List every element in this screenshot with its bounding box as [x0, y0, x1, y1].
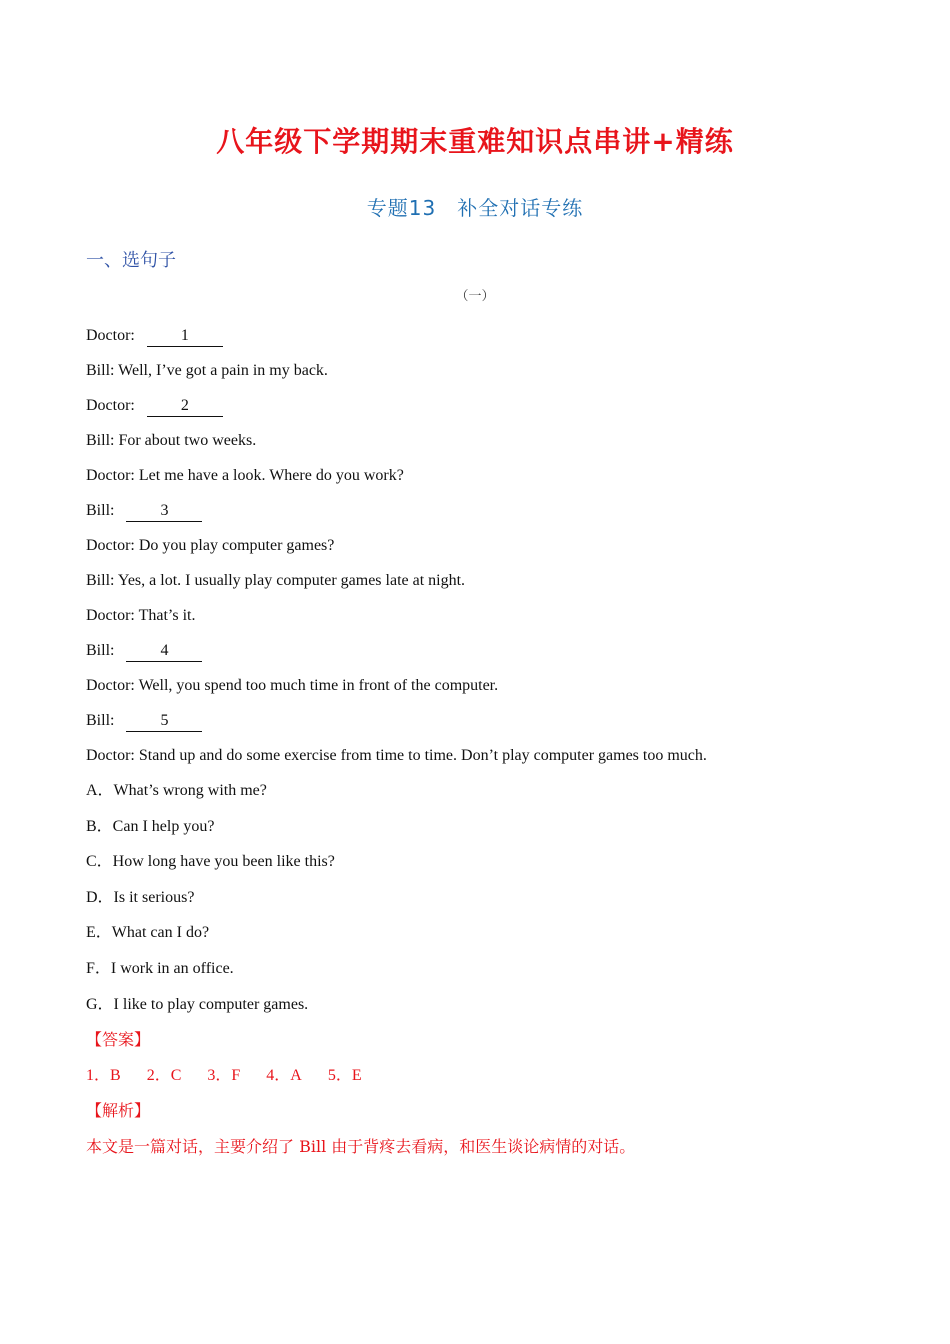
option-item: A．What’s wrong with me? — [86, 782, 267, 799]
speaker: Doctor: — [86, 677, 135, 694]
line-text: For about two weeks. — [118, 432, 257, 449]
speaker: Doctor: — [86, 607, 135, 624]
answer-list — [86, 1058, 886, 1094]
answer-item: 5．E — [327, 1066, 362, 1084]
line-text: Do you play computer games? — [138, 537, 335, 554]
exercise-content — [86, 318, 886, 1165]
page-subtitle: 专题13 补全对话专练 — [366, 196, 584, 220]
speaker: Bill: — [86, 502, 115, 519]
answer-blank: 1 — [147, 326, 223, 347]
dialogue-line — [86, 493, 886, 528]
speaker: Doctor: — [86, 467, 135, 484]
dialogue — [86, 318, 886, 773]
dialogue-line — [86, 353, 886, 388]
answer-blank: 2 — [147, 396, 223, 417]
speaker: Doctor: — [86, 327, 135, 344]
page-title: 八年级下学期期末重难知识点串讲+精练 — [216, 125, 734, 158]
line-text: Well, you spend too much time in front of the computer. — [138, 677, 499, 694]
speaker: Bill: — [86, 642, 115, 659]
dialogue-line — [86, 738, 886, 773]
line-text: Well, I’ve got a pain in my back. — [118, 362, 328, 379]
answer-item: 1．B — [86, 1066, 121, 1084]
dialogue-line — [86, 318, 886, 353]
dialogue-line — [86, 388, 886, 423]
dialogue-line — [86, 423, 886, 458]
speaker: Doctor: — [86, 747, 135, 764]
option-item: G．I like to play computer games. — [86, 995, 309, 1013]
answer-blank: 3 — [126, 501, 202, 522]
line-text: Stand up and do some exercise from time to time. Don’t play computer games too much. — [138, 747, 707, 764]
speaker: Bill: — [86, 712, 115, 729]
dialogue-line — [86, 563, 886, 598]
answer-blank: 5 — [126, 711, 202, 732]
speaker: Bill: — [86, 362, 115, 379]
answer-item: 3．F — [207, 1066, 241, 1084]
section-heading: 一、选句子 — [86, 250, 176, 271]
dialogue-line — [86, 703, 886, 738]
option-item: B．Can I help you? — [86, 817, 215, 835]
dialogue-line — [86, 633, 886, 668]
speaker: Doctor: — [86, 397, 135, 414]
speaker: Doctor: — [86, 537, 135, 554]
answer-item: 2．C — [146, 1066, 182, 1084]
option-item: C．How long have you been like this? — [86, 853, 335, 871]
dialogue-line — [86, 528, 886, 563]
dialogue-line — [86, 668, 886, 703]
analysis-text: 本文是一篇对话，主要介绍了 Bill 由于背疼去看病，和医生谈论病情的对话。 — [86, 1136, 636, 1156]
line-text: Yes, a lot. I usually play computer games late at night. — [117, 572, 466, 589]
line-text: That’s it. — [138, 607, 196, 624]
passage-number: （一） — [455, 288, 495, 303]
speaker: Bill: — [86, 572, 115, 589]
option-item: D．Is it serious? — [86, 888, 195, 906]
dialogue-line — [86, 458, 886, 493]
answer-item: 4．A — [266, 1066, 302, 1084]
answer-blank: 4 — [126, 641, 202, 662]
option-item: E．What can I do? — [86, 924, 210, 942]
line-text: Let me have a look. Where do you work? — [138, 467, 404, 484]
analysis-label: 【解析】 — [86, 1101, 151, 1121]
options-list — [86, 773, 886, 1022]
option-item: F．I work in an office. — [86, 959, 234, 977]
answer-label: 【答案】 — [86, 1030, 151, 1050]
dialogue-line — [86, 598, 886, 633]
speaker: Bill: — [86, 432, 115, 449]
